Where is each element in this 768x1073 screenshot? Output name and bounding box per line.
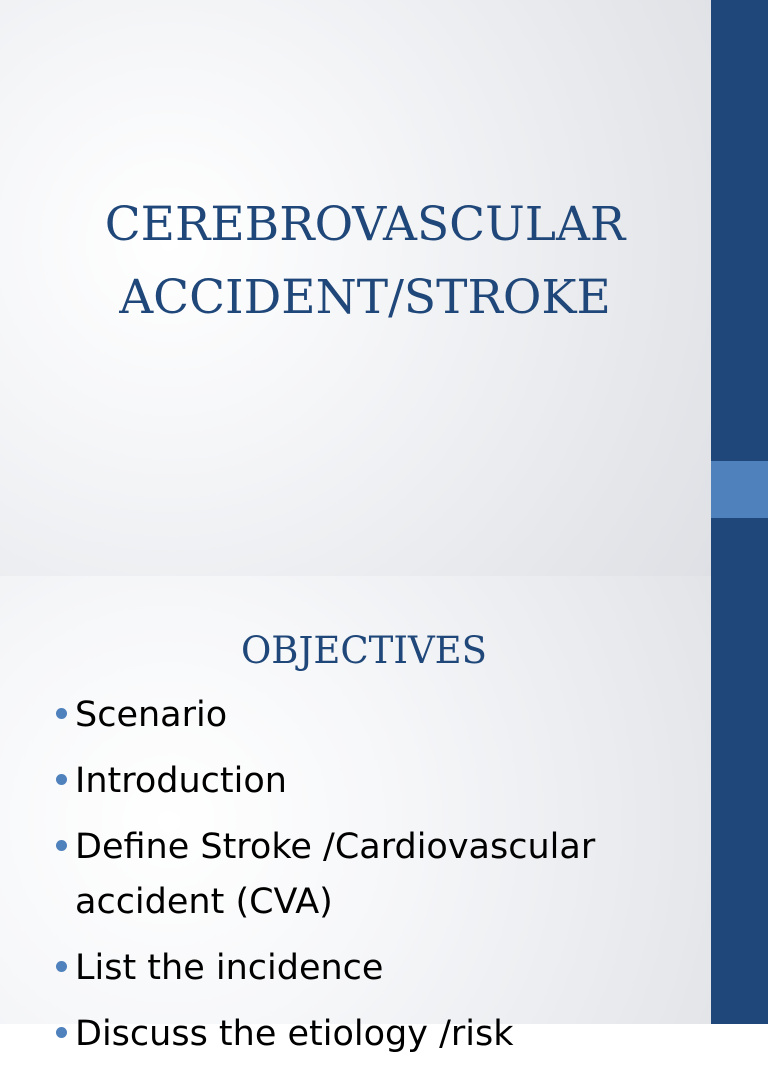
objective-item-text: Define Stroke /Cardiovascular accident (CVA)	[75, 827, 596, 922]
slide-title-line-2: ACCIDENT/STROKE	[119, 270, 611, 325]
bullet-icon	[56, 1027, 67, 1038]
objective-item	[56, 941, 696, 996]
bullet-icon	[56, 774, 67, 785]
objective-item	[56, 754, 696, 809]
objective-item-text: Scenario	[75, 695, 228, 735]
objectives-heading: OBJECTIVES	[240, 629, 488, 672]
bullet-icon	[56, 961, 67, 972]
bullet-icon	[56, 840, 67, 851]
objective-item-text: Introduction	[75, 761, 287, 801]
objectives-list	[56, 688, 696, 1073]
objective-item	[56, 1007, 696, 1062]
objective-item	[56, 688, 696, 743]
slide-title	[20, 188, 710, 334]
slide-title-line-1: CEREBROVASCULAR	[104, 197, 626, 252]
objective-item	[56, 820, 696, 930]
objective-item-text: List the incidence	[75, 948, 384, 988]
objective-item-text: Discuss the etiology /risk	[75, 1014, 514, 1054]
bullet-icon	[56, 708, 67, 719]
slide-side-band-accent	[711, 461, 768, 518]
